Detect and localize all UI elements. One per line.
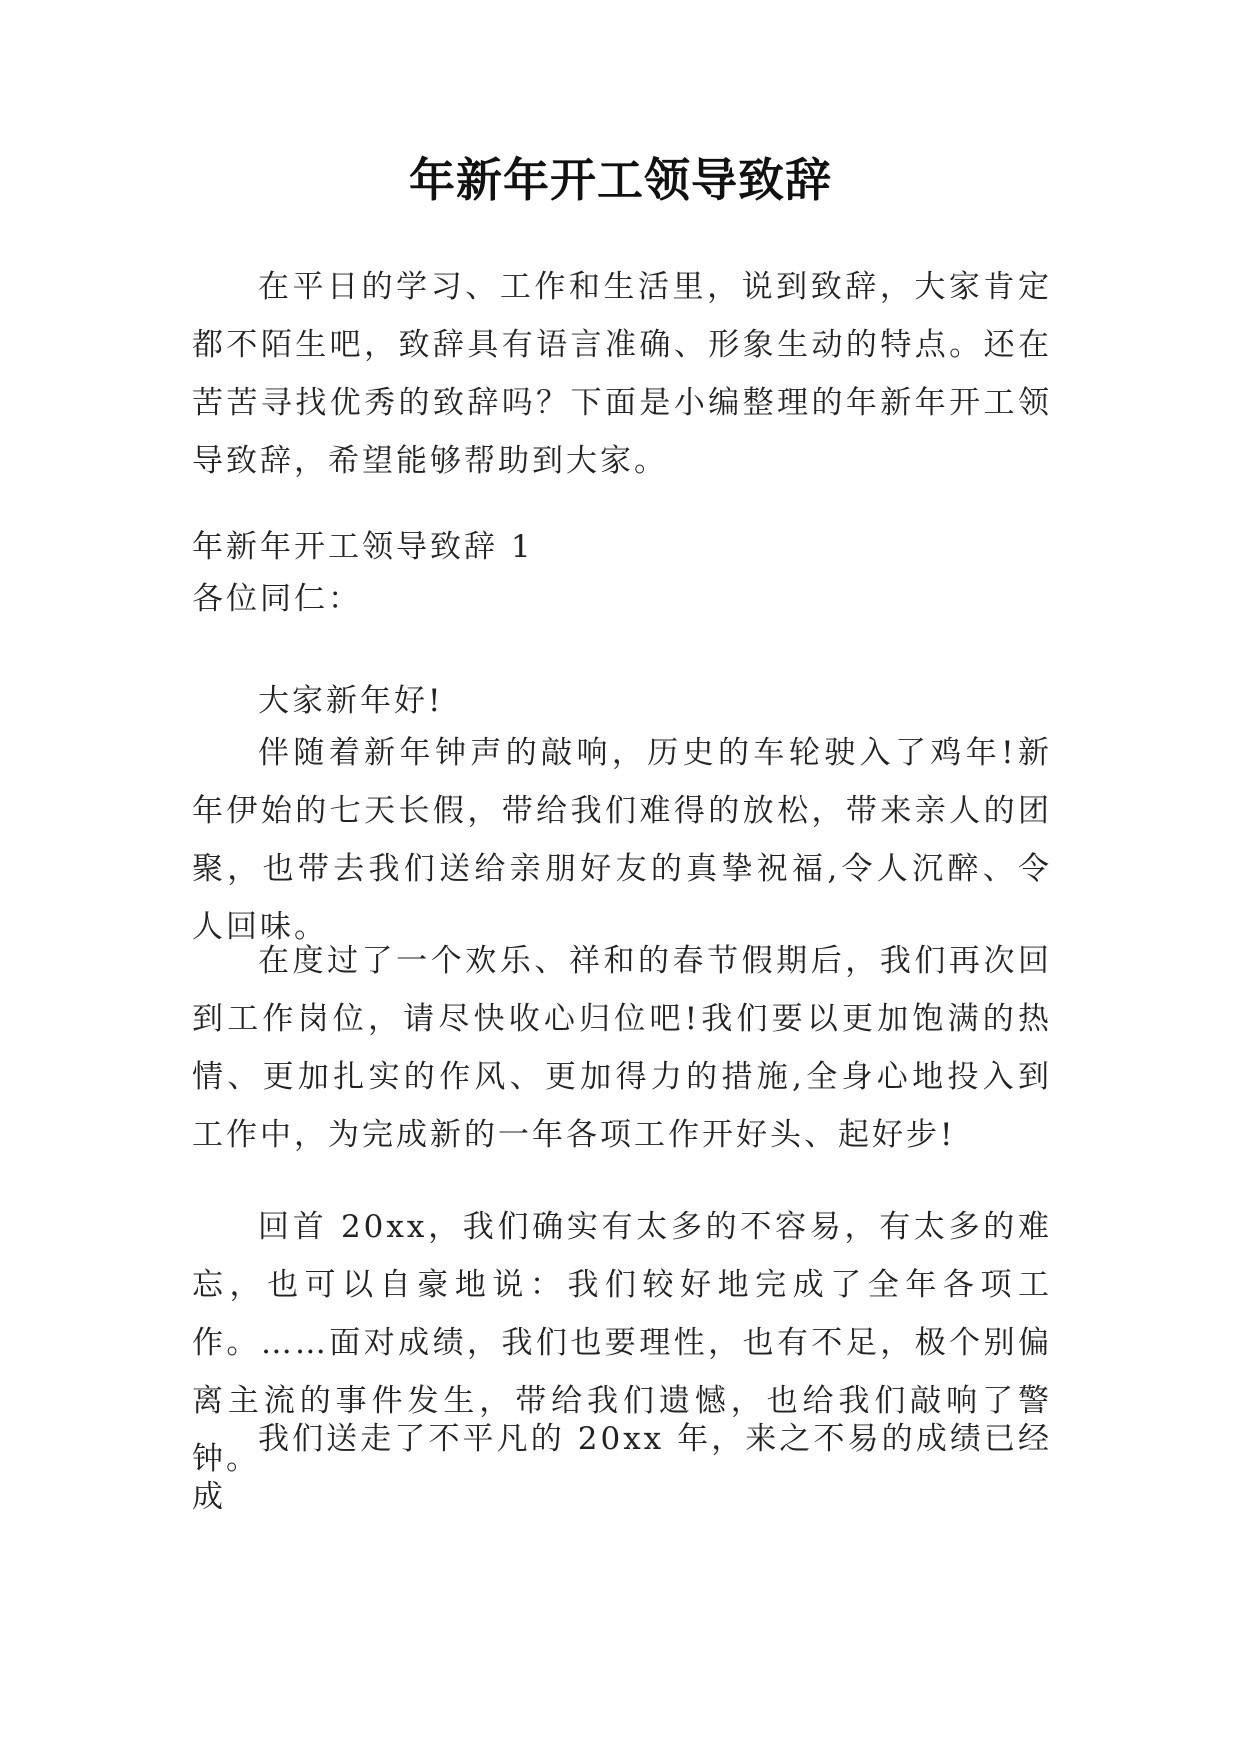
document-title: 年新年开工领导致辞 — [409, 153, 832, 207]
body-paragraph-2: 在度过了一个欢乐、祥和的春节假期后，我们再次回到工作岗位，请尽快收心归位吧!我们要以更加饱满的热情、更加扎实的作风、更加得力的措施,全身心地投入到工作中，为完成新的一年各项工作开好头、起好步! — [192, 943, 1052, 1153]
greeting: 大家新年好! — [258, 683, 444, 719]
intro-paragraph: 在平日的学习、工作和生活里，说到致辞，大家肯定都不陌生吧，致辞具有语言准确、形象生动的特点。还在苦苦寻找优秀的致辞吗？下面是小编整理的年新年开工领导致辞，希望能够帮助到大家。 — [192, 269, 1052, 479]
salutation: 各位同仁： — [192, 581, 362, 617]
section-heading: 年新年开工领导致辞 1 — [192, 529, 534, 565]
body-paragraph-4: 我们送走了不平凡的 20xx 年，来之不易的成绩已经成 — [192, 1421, 1052, 1515]
body-paragraph-1: 伴随着新年钟声的敲响，历史的车轮驶入了鸡年!新年伊始的七天长假，带给我们难得的放松，带来亲人的团聚，也带去我们送给亲朋好友的真挚祝福,令人沉醉、令人回味。 — [192, 735, 1052, 945]
body-paragraph-3: 回首 20xx，我们确实有太多的不容易，有太多的难忘，也可以自豪地说：我们较好地完成了全年各项工作。……面对成绩，我们也要理性，也有不足，极个别偏离主流的事件发生，带给我们遗憾，也给我们敲响了警钟。 — [192, 1209, 1052, 1477]
